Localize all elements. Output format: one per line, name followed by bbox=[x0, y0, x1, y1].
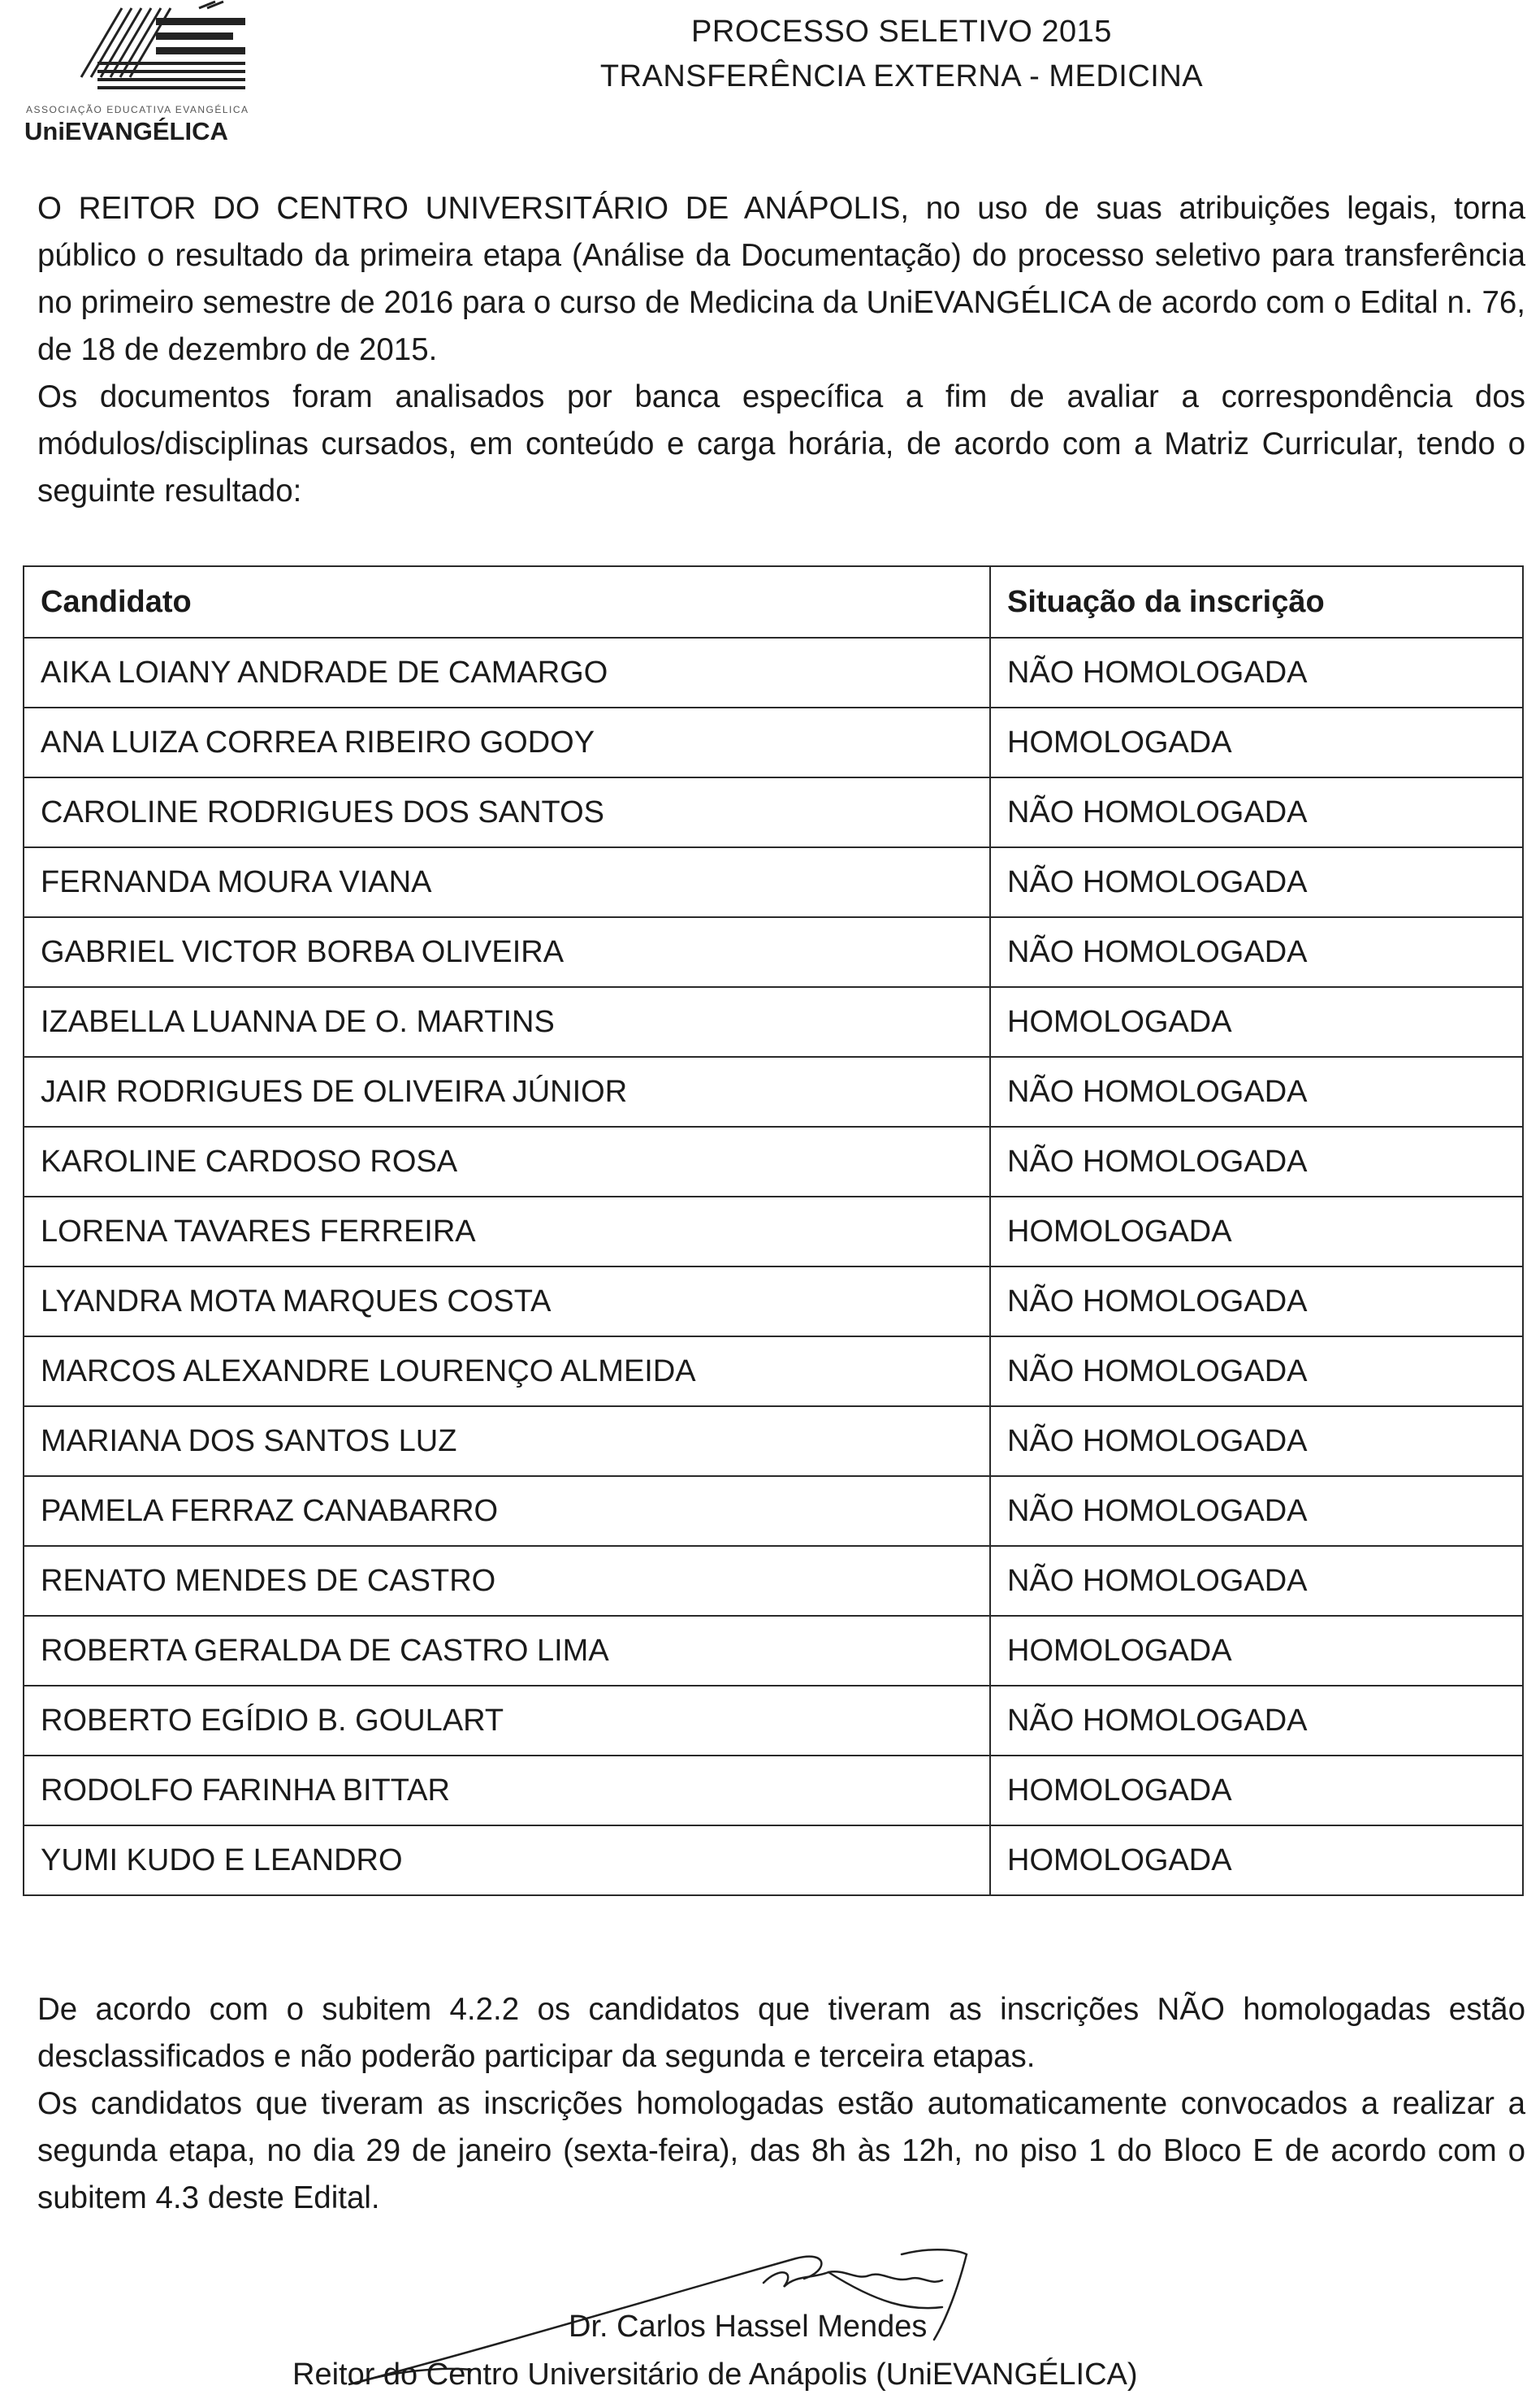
registration-status-cell: NÃO HOMOLOGADA bbox=[990, 1127, 1523, 1197]
registration-status-cell: NÃO HOMOLOGADA bbox=[990, 917, 1523, 987]
candidate-name-cell: ANA LUIZA CORREA RIBEIRO GODOY bbox=[24, 708, 990, 777]
table-row bbox=[24, 638, 1523, 708]
closing-paragraph: De acordo com o subitem 4.2.2 os candidatos que tiveram as inscrições NÃO homologadas estão desclassificados e não poderão participar da segunda e terceira etapas. bbox=[37, 1992, 1525, 2074]
intro-paragraph: O REITOR DO CENTRO UNIVERSITÁRIO DE ANÁPOLIS, no uso de suas atribuições legais, torna público o resultado da primeira etapa (Análise da Documentação) do processo seletivo para transferência no primeiro semestre de 2016 para o curso de Medicina da UniEVANGÉLICA de acordo com o Edital n. 76, de 18 de dezembro de 2015. bbox=[37, 191, 1525, 367]
results-table bbox=[23, 565, 1524, 1896]
intro-paragraph: Os documentos foram analisados por banca específica a fim de avaliar a correspondência dos módulos/disciplinas cursados, em conteúdo e carga horária, de acordo com a Matriz Curricular, tendo o seguinte resultado: bbox=[37, 379, 1525, 509]
signer-title: Reitor do Centro Universitário de Anápolis (UniEVANGÉLICA) bbox=[292, 2358, 1138, 2392]
table-row bbox=[24, 1057, 1523, 1127]
registration-status-cell: NÃO HOMOLOGADA bbox=[990, 1476, 1523, 1546]
document-title: PROCESSO SELETIVO 2015 bbox=[691, 15, 1112, 49]
table-row bbox=[24, 1476, 1523, 1546]
table-row bbox=[24, 1686, 1523, 1756]
candidate-name-cell: ROBERTA GERALDA DE CASTRO LIMA bbox=[24, 1616, 990, 1686]
table-row bbox=[24, 1266, 1523, 1336]
candidate-name-cell: CAROLINE RODRIGUES DOS SANTOS bbox=[24, 777, 990, 847]
table-body bbox=[24, 638, 1523, 1895]
university-logo bbox=[24, 0, 268, 146]
table-header-row bbox=[24, 566, 1523, 638]
candidate-name-cell: LYANDRA MOTA MARQUES COSTA bbox=[24, 1266, 990, 1336]
column-header-status: Situação da inscrição bbox=[990, 566, 1523, 638]
logo-name: UniEVANGÉLICA bbox=[24, 117, 228, 145]
table-row bbox=[24, 1546, 1523, 1616]
table-row bbox=[24, 1336, 1523, 1406]
registration-status-cell: HOMOLOGADA bbox=[990, 1616, 1523, 1686]
candidate-name-cell: AIKA LOIANY ANDRADE DE CAMARGO bbox=[24, 638, 990, 708]
candidate-name-cell: LORENA TAVARES FERREIRA bbox=[24, 1197, 990, 1266]
signature-block bbox=[260, 2222, 1300, 2401]
candidate-name-cell: RENATO MENDES DE CASTRO bbox=[24, 1546, 990, 1616]
table-row bbox=[24, 777, 1523, 847]
table-row bbox=[24, 1197, 1523, 1266]
document-subtitle: TRANSFERÊNCIA EXTERNA - MEDICINA bbox=[599, 59, 1204, 93]
registration-status-cell: HOMOLOGADA bbox=[990, 1756, 1523, 1825]
registration-status-cell: NÃO HOMOLOGADA bbox=[990, 777, 1523, 847]
registration-status-cell: NÃO HOMOLOGADA bbox=[990, 1266, 1523, 1336]
column-header-candidate: Candidato bbox=[24, 566, 990, 638]
registration-status-cell: NÃO HOMOLOGADA bbox=[990, 1546, 1523, 1616]
candidate-name-cell: RODOLFO FARINHA BITTAR bbox=[24, 1756, 990, 1825]
candidate-name-cell: FERNANDA MOURA VIANA bbox=[24, 847, 990, 917]
table-row bbox=[24, 1616, 1523, 1686]
candidate-name-cell: KAROLINE CARDOSO ROSA bbox=[24, 1127, 990, 1197]
candidate-name-cell: MARIANA DOS SANTOS LUZ bbox=[24, 1406, 990, 1476]
registration-status-cell: HOMOLOGADA bbox=[990, 1825, 1523, 1895]
candidate-name-cell: ROBERTO EGÍDIO B. GOULART bbox=[24, 1686, 990, 1756]
registration-status-cell: HOMOLOGADA bbox=[990, 1197, 1523, 1266]
candidate-name-cell: MARCOS ALEXANDRE LOURENÇO ALMEIDA bbox=[24, 1336, 990, 1406]
table-row bbox=[24, 708, 1523, 777]
signer-name: Dr. Carlos Hassel Mendes bbox=[569, 2310, 928, 2344]
registration-status-cell: NÃO HOMOLOGADA bbox=[990, 1057, 1523, 1127]
table-row bbox=[24, 1756, 1523, 1825]
table-row bbox=[24, 1825, 1523, 1895]
table-row bbox=[24, 1406, 1523, 1476]
unievangelica-logo-icon bbox=[65, 0, 260, 106]
table-row bbox=[24, 1127, 1523, 1197]
registration-status-cell: NÃO HOMOLOGADA bbox=[990, 638, 1523, 708]
candidate-name-cell: GABRIEL VICTOR BORBA OLIVEIRA bbox=[24, 917, 990, 987]
closing-paragraph: Os candidatos que tiveram as inscrições homologadas estão automaticamente convocados a realizar a segunda etapa, no dia 29 de janeiro (sexta-feira), das 8h às 12h, no piso 1 do Bloco E de acordo com o subitem 4.3 deste Edital. bbox=[37, 2086, 1525, 2215]
table-row bbox=[24, 847, 1523, 917]
document-header bbox=[569, 10, 1235, 99]
registration-status-cell: NÃO HOMOLOGADA bbox=[990, 1406, 1523, 1476]
registration-status-cell: NÃO HOMOLOGADA bbox=[990, 1336, 1523, 1406]
closing-text bbox=[37, 1986, 1525, 2222]
registration-status-cell: HOMOLOGADA bbox=[990, 708, 1523, 777]
candidate-name-cell: PAMELA FERRAZ CANABARRO bbox=[24, 1476, 990, 1546]
registration-status-cell: NÃO HOMOLOGADA bbox=[990, 847, 1523, 917]
candidate-name-cell: JAIR RODRIGUES DE OLIVEIRA JÚNIOR bbox=[24, 1057, 990, 1127]
table-row bbox=[24, 987, 1523, 1057]
intro-text bbox=[37, 185, 1525, 515]
registration-status-cell: NÃO HOMOLOGADA bbox=[990, 1686, 1523, 1756]
candidate-name-cell: IZABELLA LUANNA DE O. MARTINS bbox=[24, 987, 990, 1057]
table-row bbox=[24, 917, 1523, 987]
registration-status-cell: HOMOLOGADA bbox=[990, 987, 1523, 1057]
candidate-name-cell: YUMI KUDO E LEANDRO bbox=[24, 1825, 990, 1895]
logo-subtitle: ASSOCIAÇÃO EDUCATIVA EVANGÉLICA bbox=[26, 104, 249, 115]
